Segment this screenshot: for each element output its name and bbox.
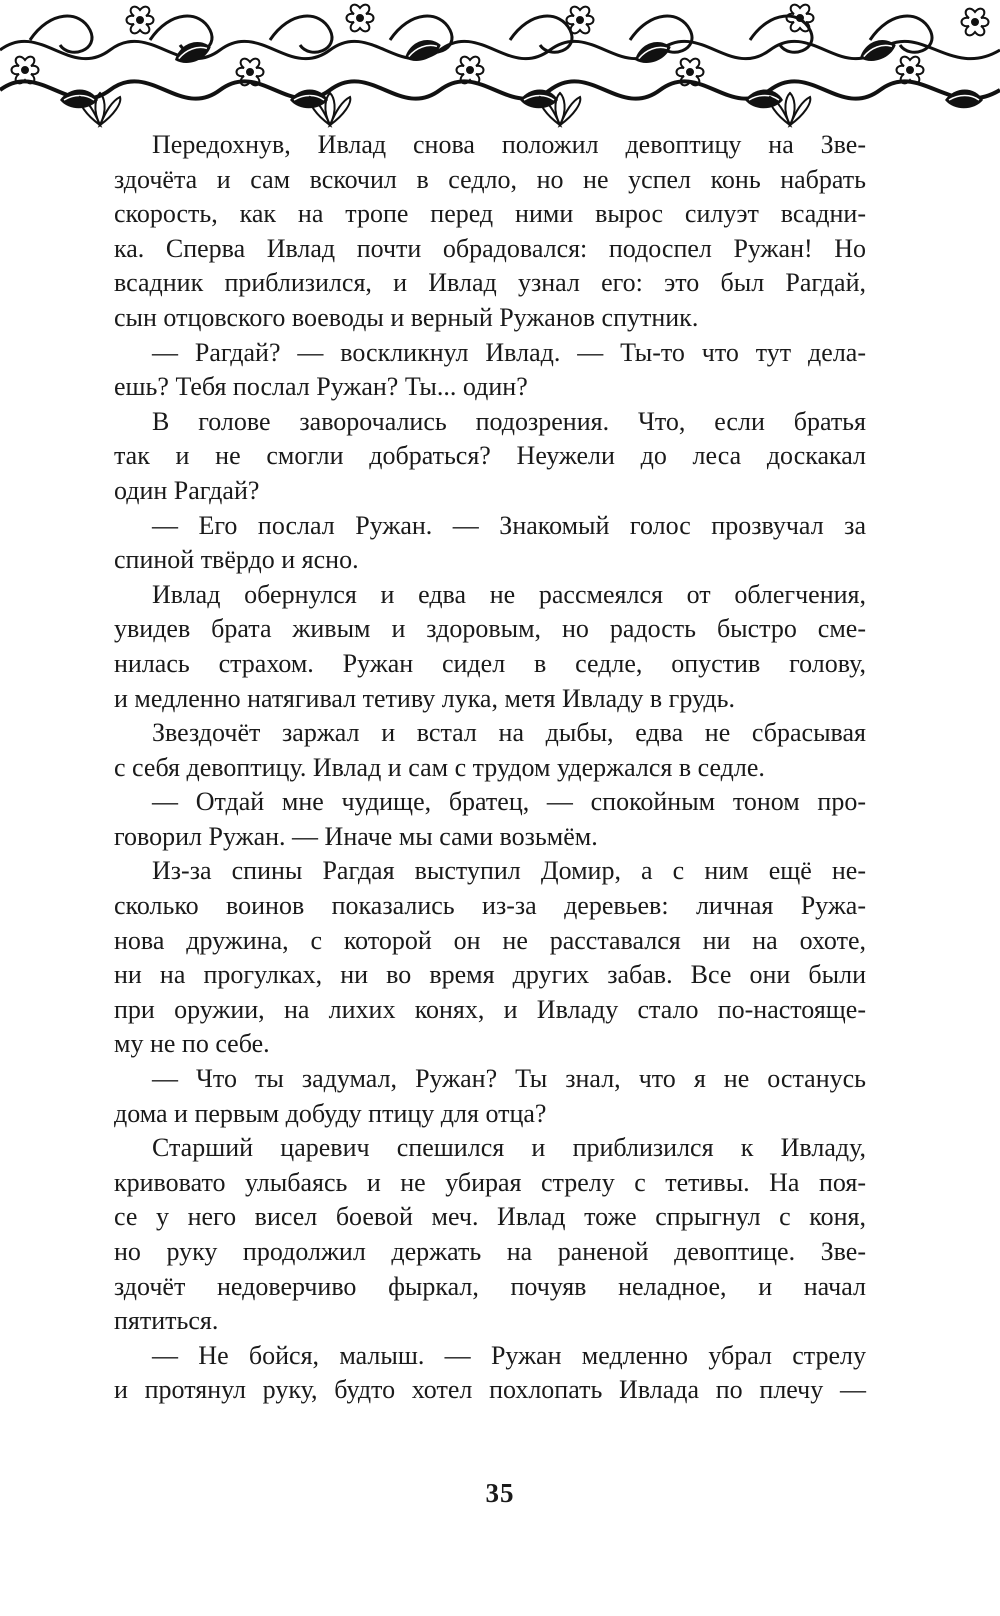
text-line: при оружии, на лихих конях, и Ивладу стало по-настояще- (114, 994, 866, 1024)
text-line: Передохнув, Ивлад снова положил девоптицу на Зве- (152, 130, 866, 159)
text-line: В голове заворочались подозрения. Что, если братья (152, 406, 866, 436)
text-line: пятиться. (114, 1306, 219, 1336)
text-line: здочёт недоверчиво фыркал, почуяв неладное, и начал (114, 1271, 866, 1301)
text-line: кривовато улыбаясь и не убирая стрелу с тетивы. На поя- (114, 1167, 866, 1197)
text-line: с себя девоптицу. Ивлад и сам с трудом удержался в седле. (114, 752, 765, 782)
text-line: се у него висел боевой меч. Ивлад тоже спрыгнул с коня, (114, 1202, 866, 1232)
text-line: — Рагдай? — воскликнул Ивлад. — Ты-то что тут дела- (152, 337, 866, 367)
text-line: спиной твёрдо и ясно. (114, 545, 359, 575)
text-line: му не по себе. (114, 1029, 270, 1059)
text-line: так и не смогли добраться? Неужели до леса доскакал (114, 441, 866, 471)
text-line: Из-за спины Рагдая выступил Домир, а с ним ещё не- (152, 856, 866, 886)
text-line: здочёта и сам вскочил в седло, но не успел конь набрать (114, 164, 866, 194)
text-line: — Что ты задумал, Ружан? Ты знал, что я не останусь (152, 1064, 866, 1094)
text-line: но руку продолжил держать на раненой девоптице. Зве- (114, 1237, 866, 1266)
page-number: 35 (485, 1478, 515, 1508)
text-line: всадник приблизился, и Ивлад узнал его: это был Рагдай, (114, 268, 866, 298)
text-line: ни на прогулках, ни во время других забав. Все они были (114, 960, 866, 990)
text-line: нилась страхом. Ружан сидел в седле, опустив голову, (114, 648, 866, 678)
text-line: — Отдай мне чудище, братец, — спокойным тоном про- (152, 787, 866, 817)
text-line: Старший царевич спешился и приблизился к Ивладу, (152, 1133, 866, 1163)
text-line: Звездочёт заржал и встал на дыбы, едва не сбрасывая (152, 718, 866, 748)
text-line: ешь? Тебя послал Ружан? Ты... один? (114, 372, 528, 402)
floral-ornament-border (0, 0, 1000, 130)
text-line: скорость, как на тропе перед ними вырос силуэт всадни- (114, 199, 866, 229)
text-line: сколько воинов показались из-за деревьев: личная Ружа- (114, 891, 866, 921)
text-line: — Не бойся, малыш. — Ружан медленно убрал стрелу (152, 1340, 866, 1370)
text-line: ка. Сперва Ивлад почти обрадовался: подоспел Ружан! Но (114, 233, 866, 263)
text-line: нова дружина, с которой он не расставался ни на охоте, (114, 925, 866, 955)
text-line: говорил Ружан. — Иначе мы сами возьмём. (114, 821, 598, 851)
text-line: и медленно натягивал тетиву лука, метя Ивладу в грудь. (114, 683, 735, 713)
text-line: и протянул руку, будто хотел похлопать Ивлада по плечу — (114, 1375, 866, 1405)
body-text (114, 128, 866, 1408)
text-line: дома и первым добуду птицу для отца? (114, 1098, 547, 1128)
text-line: — Его послал Ружан. — Знакомый голос прозвучал за (152, 510, 866, 540)
text-line: один Рагдай? (114, 475, 260, 505)
text-line: сын отцовского воеводы и верный Ружанов спутник. (114, 302, 699, 332)
text-line: увидев брата живым и здоровым, но радость быстро сме- (114, 614, 866, 644)
text-line: Ивлад обернулся и едва не рассмеялся от облегчения, (152, 579, 866, 609)
